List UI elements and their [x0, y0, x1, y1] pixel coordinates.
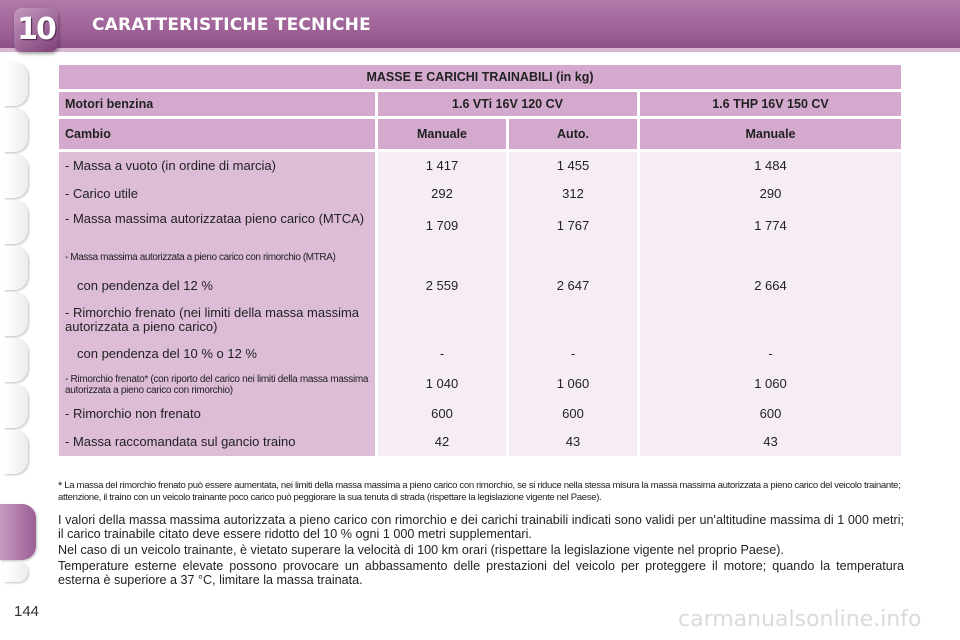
table-cell: 42 [434, 434, 450, 449]
gearbox-header-3: Manuale [640, 119, 901, 149]
gearbox-header-2: Auto. [509, 119, 637, 149]
values-column-3 [640, 152, 901, 456]
table-cell: 600 [562, 406, 584, 421]
row-label: - Carico utile [65, 186, 138, 201]
engine-header-1: 1.6 VTi 16V 120 CV [378, 92, 637, 116]
chapter-tab[interactable] [4, 62, 28, 106]
table-cell: 2 647 [556, 278, 590, 293]
chapter-tab[interactable] [4, 430, 28, 474]
watermark: carmanualsonline.info [678, 607, 922, 632]
row-label: - Massa massima autorizzataa pieno carico (MTCA) [65, 211, 365, 226]
header-divider [0, 48, 960, 52]
chapter-tab[interactable] [4, 200, 28, 244]
row-label: - Rimorchio frenato* (con riporto del carico nei limiti della massa massima autorizzata a pieno carico con rimorchio) [65, 374, 369, 396]
table-cell [509, 300, 637, 340]
row-label: - Massa massima autorizzata a pieno carico con rimorchio (MTRA) [65, 252, 336, 263]
body-text [58, 513, 904, 589]
chapter-tab[interactable] [4, 384, 28, 428]
values-column-1 [378, 152, 506, 456]
table-cell: 1 455 [556, 158, 590, 173]
chapter-tab-active[interactable] [0, 504, 36, 560]
row-label: con pendenza del 10 % o 12 % [77, 346, 257, 361]
table-cell: 1 060 [556, 376, 590, 391]
table-cell [640, 244, 901, 272]
footnote-marker: * [58, 480, 62, 492]
table-cell: 600 [431, 406, 453, 421]
table-cell [640, 300, 901, 340]
paragraph: Nel caso di un veicolo trainante, è vietato superare la velocità di 100 km orari (rispettare la legislazione vigente nel proprio Paese). [58, 543, 784, 557]
table-cell: 290 [759, 186, 782, 201]
table-cell: 312 [562, 186, 584, 201]
chapter-tab[interactable] [4, 292, 28, 336]
chapter-tab[interactable] [4, 154, 28, 198]
table-cell [378, 300, 506, 340]
engine-header-2: 1.6 THP 16V 150 CV [640, 92, 901, 116]
row-labels-column [59, 152, 375, 456]
table-cell: 43 [565, 434, 581, 449]
row-label: - Massa raccomandata sul gancio traino [65, 434, 296, 449]
table-cell [509, 244, 637, 272]
table-cell: 1 060 [754, 376, 787, 391]
table-cell [378, 244, 506, 272]
table-cell: 1 709 [425, 218, 459, 233]
table-cell: 2 559 [425, 278, 459, 293]
paragraph: I valori della massa massima autorizzata a pieno carico con rimorchio e dei carichi trainabili indicati sono validi per un'altitudine massima di 1 000 metri; il carico trainabile citato deve essere ridotto del 10 % ogni 1 000 metri supplementari. [58, 513, 904, 541]
chapter-badge: 10 [14, 8, 58, 52]
chapter-tab[interactable] [4, 562, 28, 582]
masses-table [56, 62, 904, 459]
row-label: - Rimorchio non frenato [65, 406, 201, 421]
gearbox-header-1: Manuale [378, 119, 506, 149]
gearbox-header-label: Cambio [59, 119, 375, 149]
table-cell: 2 664 [754, 278, 787, 293]
table-cell: 1 040 [425, 376, 459, 391]
chapter-tab[interactable] [4, 338, 28, 382]
page-number: 144 [14, 603, 40, 620]
table-cell: - [570, 346, 576, 361]
page-title: CARATTERISTICHE TECNICHE [92, 15, 371, 35]
chapter-tab[interactable] [4, 108, 28, 152]
chapter-tab[interactable] [4, 246, 28, 290]
footnote [58, 480, 904, 504]
row-label: - Massa a vuoto (in ordine di marcia) [65, 158, 276, 173]
table-cell: 600 [759, 406, 782, 421]
table-title: MASSE E CARICHI TRAINABILI (in kg) [59, 65, 901, 89]
chapter-tab-strip [0, 62, 32, 582]
engine-header-label: Motori benzina [59, 92, 375, 116]
values-column-2 [509, 152, 637, 456]
table-cell: - [439, 346, 445, 361]
table-cell: 292 [431, 186, 453, 201]
footnote-text: La massa del rimorchio frenato può essere aumentata, nei limiti della massa massima a pieno carico con rimorchio, se si riduce nella stessa misura la massa massima autorizzata a pieno carico del veicolo trainante; attenzione, il traino con un veicolo trainante poco carico può peggiorare la sua tenuta di strada (rispettare la legislazione vigente nel Paese). [58, 480, 901, 503]
table-cell: 1 767 [556, 218, 590, 233]
table-cell: - [768, 346, 773, 361]
table-cell: 1 484 [754, 158, 787, 173]
table-cell: 1 774 [754, 218, 787, 233]
row-label: - Rimorchio frenato (nei limiti della massa massima autorizzata a pieno carico) [65, 305, 360, 334]
table-cell: 43 [763, 434, 778, 449]
table-cell: 1 417 [425, 158, 459, 173]
paragraph: Temperature esterne elevate possono provocare un abbassamento delle prestazioni del veicolo per proteggere il motore; quando la temperatura esterna è superiore a 37 °C, limitare la massa trainata. [58, 559, 904, 587]
row-label: con pendenza del 12 % [77, 278, 213, 293]
